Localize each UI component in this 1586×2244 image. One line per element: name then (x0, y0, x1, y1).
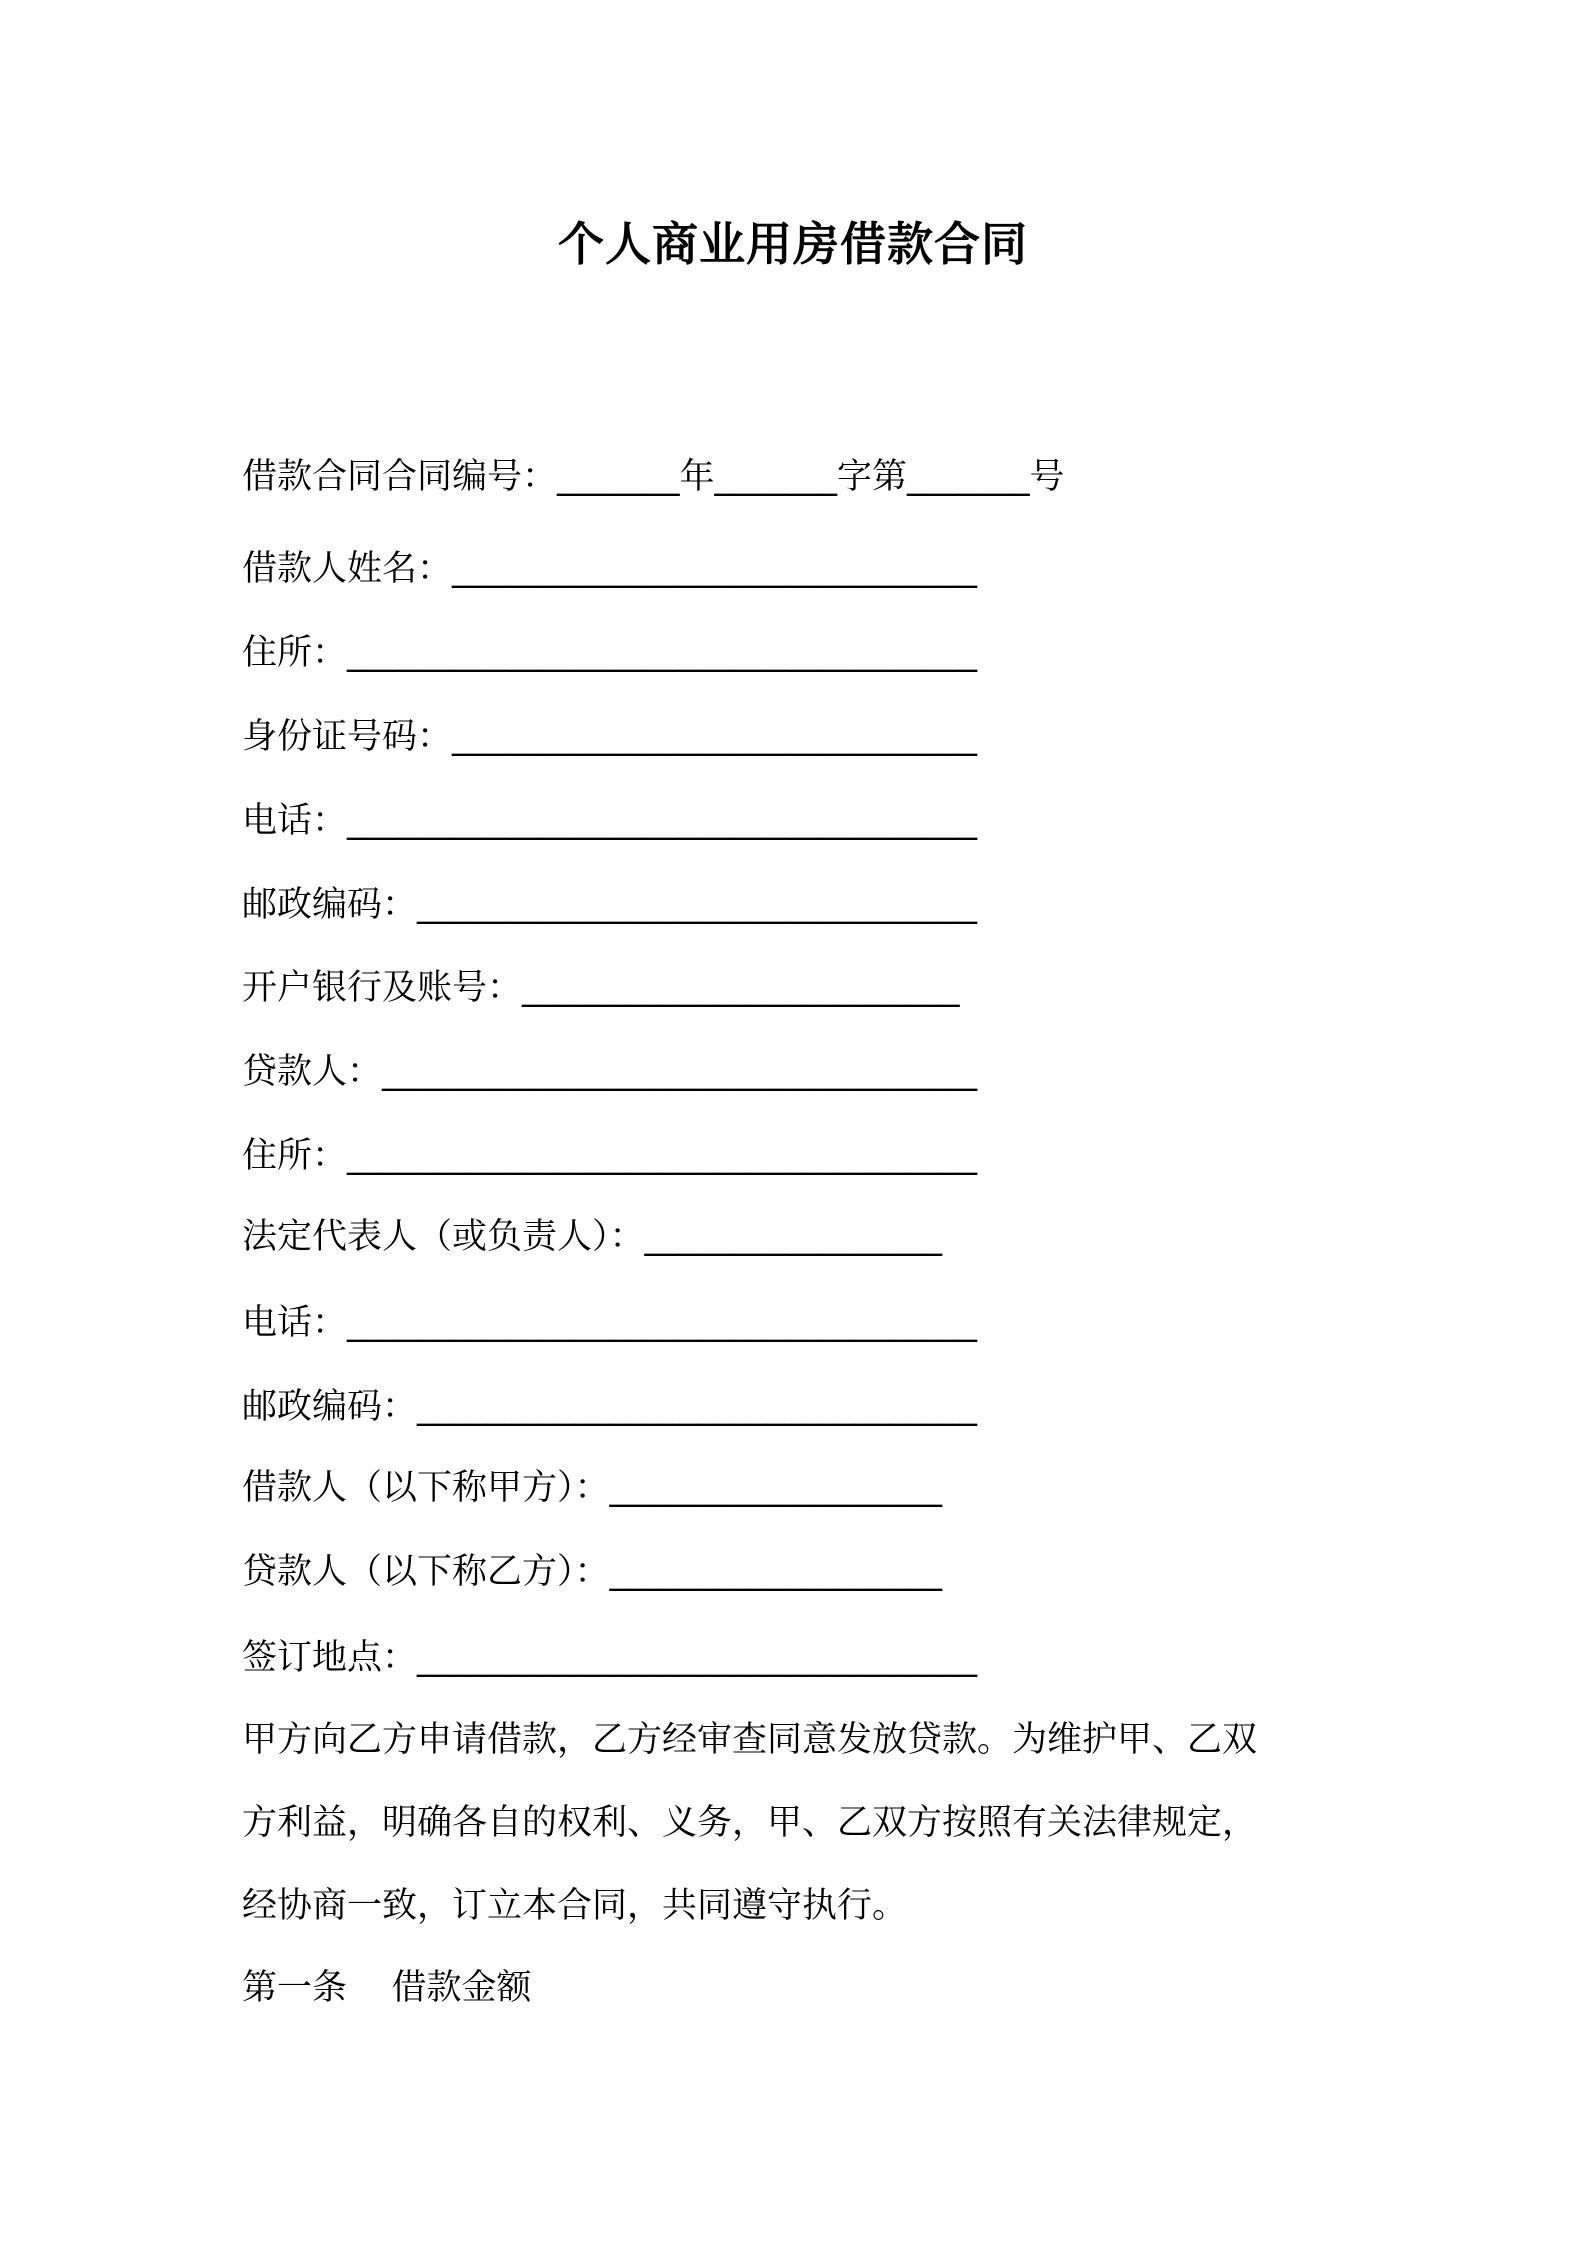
lender-phone-line (242, 1298, 977, 1348)
field-label: 身份证号码： (242, 717, 453, 757)
field-label: 电话： (242, 1303, 348, 1343)
contract-year-blank: _______ (557, 457, 680, 497)
signing-place-line (242, 1633, 977, 1683)
contract-zi-blank: _______ (714, 457, 838, 497)
field-blank: ____________________________________ (347, 633, 978, 673)
field-label: 邮政编码： (242, 885, 418, 925)
borrower-phone-line (242, 796, 977, 846)
field-blank: _________________ (644, 1217, 943, 1257)
field-label: 邮政编码： (242, 1387, 418, 1427)
legal-representative-line (242, 1212, 942, 1262)
field-blank: ______________________________ (452, 717, 978, 757)
field-blank: __________________________________ (382, 1052, 978, 1092)
contract-hao-blank: _______ (907, 457, 1030, 497)
field-label: 电话： (242, 801, 348, 841)
borrower-name-line (242, 544, 977, 594)
party-a-line (242, 1463, 942, 1513)
field-blank: _________________________ (522, 968, 960, 1008)
borrower-id-line (242, 712, 977, 762)
lender-address-line (242, 1131, 977, 1181)
field-label: 住所： (242, 1136, 348, 1176)
field-label: 住所： (242, 633, 348, 673)
lender-line (242, 1047, 977, 1097)
contract-zidi-text: 字第 (837, 457, 908, 497)
preamble-paragraph (242, 1699, 1352, 1948)
field-label: 签订地点： (242, 1638, 418, 1678)
document-title: 个人商业用房借款合同 (558, 217, 1028, 271)
preamble-line: 方利益，明确各自的权利、义务，甲、乙双方按照有关法律规定， (242, 1803, 1258, 1843)
field-label: 贷款人（以下称乙方）： (242, 1552, 610, 1592)
article-1-heading: 第一条 借款金额 (242, 1968, 532, 2008)
field-blank: ________________________________ (417, 1638, 978, 1678)
preamble-line: 甲方向乙方申请借款，乙方经审查同意发放贷款。为维护甲、乙双 (242, 1720, 1258, 1760)
field-blank: ________________________________ (417, 885, 978, 925)
field-blank: ____________________________________ (347, 801, 978, 841)
field-blank: ________________________________ (417, 1387, 978, 1427)
field-label: 法定代表人（或负责人）： (242, 1217, 645, 1257)
field-label: 开户银行及账号： (242, 968, 523, 1008)
borrower-address-line (242, 628, 977, 678)
borrower-bank-line (242, 963, 960, 1013)
field-blank: ___________________ (609, 1552, 943, 1592)
lender-postcode-line (242, 1382, 977, 1432)
field-label: 借款人（以下称甲方）： (242, 1468, 610, 1508)
contract-year-text: 年 (679, 457, 715, 497)
field-label: 借款人姓名： (242, 549, 453, 589)
field-blank: ______________________________ (452, 549, 978, 589)
contract-number-label: 借款合同合同编号： (242, 457, 558, 497)
field-label: 贷款人： (242, 1052, 383, 1092)
preamble-line: 经协商一致，订立本合同，共同遵守执行。 (242, 1886, 908, 1926)
party-b-line (242, 1547, 942, 1597)
borrower-postcode-line (242, 880, 977, 930)
contract-number-line (242, 452, 1065, 502)
field-blank: ___________________ (609, 1468, 943, 1508)
field-blank: ____________________________________ (347, 1136, 978, 1176)
field-blank: ____________________________________ (347, 1303, 978, 1343)
contract-hao-text: 号 (1029, 457, 1065, 497)
